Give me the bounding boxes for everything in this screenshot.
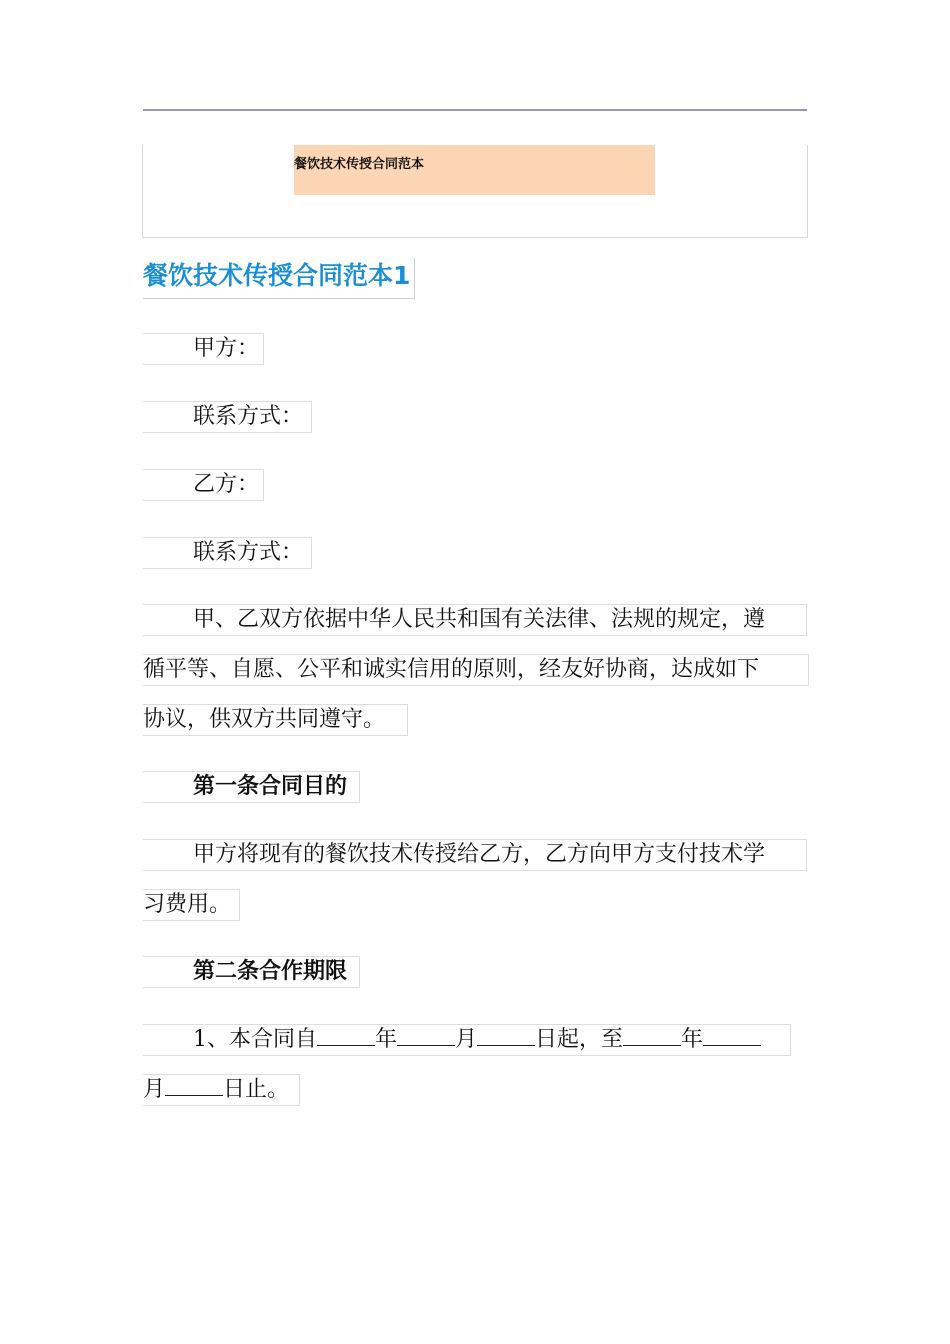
- article-2-heading: 第二条合作期限: [143, 956, 360, 988]
- blank-day-end[interactable]: [165, 1075, 223, 1096]
- article-1-heading: 第一条合同目的: [143, 771, 360, 803]
- clause-prefix: 1、本合同自: [193, 1027, 317, 1052]
- year-end-label: 年: [681, 1027, 704, 1052]
- header-rule: [143, 109, 807, 111]
- contact-a-label: 联系方式：: [193, 404, 304, 429]
- blank-day-start[interactable]: [477, 1025, 535, 1046]
- blank-month-end[interactable]: [703, 1025, 761, 1046]
- header-label: 餐饮技术传授合同范本: [294, 145, 655, 195]
- contact-a-field: [143, 401, 312, 433]
- intro-line-2: 循平等、自愿、公平和诚实信用的原则，经友好协商，达成如下: [143, 654, 809, 686]
- party-a-label: 甲方：: [193, 336, 260, 361]
- contact-b-field: [143, 537, 312, 569]
- article-2-clause-1: [143, 1024, 791, 1056]
- month-end-label: 月: [143, 1077, 166, 1102]
- intro-line-1: 甲、乙双方依据中华人民共和国有关法律、法规的规定，遵: [143, 604, 807, 636]
- article-2-clause-1-cont: [143, 1074, 300, 1106]
- article-1-line-1: 甲方将现有的餐饮技术传授给乙方，乙方向甲方支付技术学: [143, 839, 807, 871]
- intro-line-3: 协议，供双方共同遵守。: [143, 704, 408, 736]
- contact-b-label: 联系方式：: [193, 540, 304, 565]
- day-start-label: 日起，至: [535, 1027, 624, 1052]
- blank-year-end[interactable]: [623, 1025, 681, 1046]
- blank-year-start[interactable]: [317, 1025, 375, 1046]
- party-b-label: 乙方：: [193, 472, 260, 497]
- day-end-label: 日止。: [223, 1077, 290, 1102]
- year-label: 年: [375, 1027, 398, 1052]
- article-1-line-2: 习费用。: [143, 889, 240, 921]
- party-a-field: [143, 333, 264, 365]
- party-b-field: [143, 469, 264, 501]
- blank-month-start[interactable]: [397, 1025, 455, 1046]
- document-title: 餐饮技术传授合同范本1: [143, 258, 415, 299]
- month-label: 月: [455, 1027, 478, 1052]
